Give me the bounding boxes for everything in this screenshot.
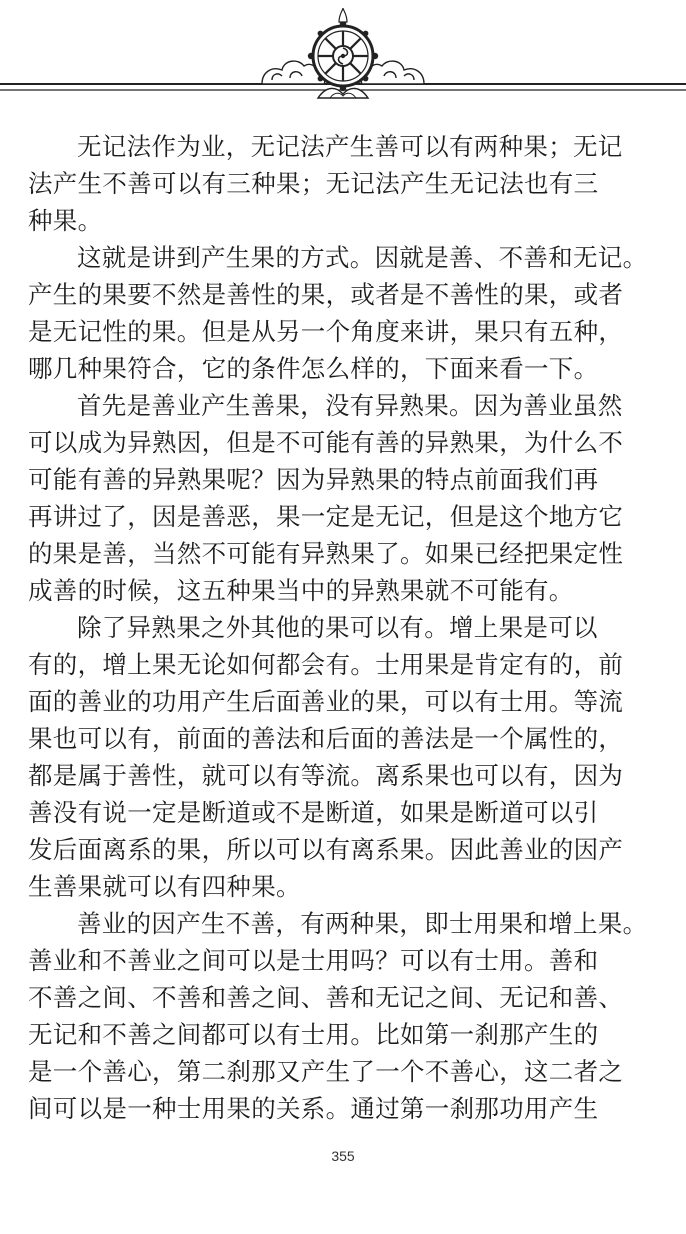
paragraph: 无记法作为业，无记法产生善可以有两种果；无记 法产生不善可以有三种果；无记法产生无记法也有三 种果。 — [28, 132, 623, 235]
page-header — [0, 0, 686, 110]
paragraph: 首先是善业产生善果，没有异熟果。因为善业虽然 可以成为异熟因，但是不可能有善的异熟果，为什么不 可能有善的异熟果呢？因为异熟果的特点前面我们再 再讲过了，因是善恶，果一定是无记，但是这个地方它 的果是善，当然不可能有异熟果了。如果已经把果定性 成善的时候，这五种果当中的异熟果就不可能有。 — [28, 391, 624, 605]
page-number: 355 — [331, 1148, 355, 1164]
paragraph: 除了异熟果之外其他的果可以有。增上果是可以 有的，增上果无论如何都会有。士用果是肯定有的，前 面的善业的功用产生后面善业的果，可以有士用。等流 果也可以有，前面的善法和后面的善法是一个属性的， 都是属于善性，就可以有等流。离系果也可以有，因为 善没有说一定是断道或不是断道，如果是断道可以引 发后面离系的果，所以可以有离系果。因此善业的因产 生善果就可以有四种果。 — [28, 613, 624, 901]
page-body — [28, 128, 660, 1127]
header-ornament — [0, 0, 686, 110]
paragraph: 这就是讲到产生果的方式。因就是善、不善和无记。 产生的果要不然是善性的果，或者是不善性的果，或者 是无记性的果。但是从另一个角度来讲，果只有五种， 哪几种果符合，它的条件怎么样的，下面来看一下。 — [28, 243, 648, 383]
paragraph: 善业的因产生不善，有两种果，即士用果和增上果。 善业和不善业之间可以是士用吗？可以有士用。善和 不善之间、不善和善之间、善和无记之间、无记和善、 无记和不善之间都可以有士用。比如第一刹那产生的 是一个善心，第二刹那又产生了一个不善心，这二者之 间可以是一种士用果的关系。通过第一刹那功用产生 — [28, 909, 648, 1123]
